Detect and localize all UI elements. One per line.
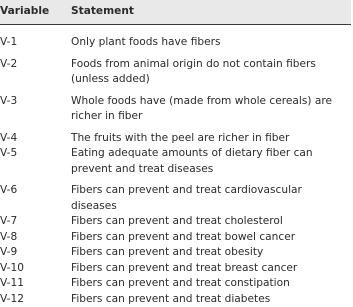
- cell-variable: V-7: [0, 214, 71, 230]
- cell-variable: V-1: [0, 25, 71, 51]
- table-row: [0, 292, 351, 307]
- cell-statement: Eating adequate amounts of dietary fiber can prevent and treat diseases: [71, 146, 351, 177]
- cell-statement: Foods from animal origin do not contain fibers (unless added): [71, 51, 351, 88]
- header-variable: Variable: [0, 0, 71, 24]
- table-row: [0, 245, 351, 261]
- cell-variable: V-9: [0, 245, 71, 261]
- cell-statement: Fibers can prevent and treat breast cancer: [71, 261, 351, 277]
- table-row: [0, 51, 351, 88]
- cell-statement: Fibers can prevent and treat bowel cancer: [71, 230, 351, 246]
- cell-variable: V-10: [0, 261, 71, 277]
- table-row: [0, 177, 351, 214]
- cell-statement: Fibers can prevent and treat cholesterol: [71, 214, 351, 230]
- cell-variable: V-6: [0, 177, 71, 214]
- cell-statement: Fibers can prevent and treat constipation: [71, 276, 351, 292]
- cell-variable: V-2: [0, 51, 71, 88]
- cell-statement: Fibers can prevent and treat diabetes: [71, 292, 351, 307]
- table-row: [0, 261, 351, 277]
- header-row: [0, 0, 351, 24]
- cell-variable: V-3: [0, 88, 71, 125]
- table-body: [0, 25, 351, 307]
- cell-variable: V-8: [0, 230, 71, 246]
- cell-variable: V-11: [0, 276, 71, 292]
- cell-statement: Fibers can prevent and treat cardiovascular diseases: [71, 177, 351, 214]
- table-row: [0, 276, 351, 292]
- table-row: [0, 25, 351, 51]
- table-row: [0, 146, 351, 177]
- table-header: [0, 0, 351, 25]
- header-statement: Statement: [71, 0, 351, 24]
- cell-variable: V-5: [0, 146, 71, 177]
- table-row: [0, 214, 351, 230]
- cell-statement: The fruits with the peel are richer in fiber: [71, 125, 351, 147]
- cell-statement: Whole foods have (made from whole cereals) are richer in fiber: [71, 88, 351, 125]
- cell-statement: Fibers can prevent and treat obesity: [71, 245, 351, 261]
- table-row: [0, 88, 351, 125]
- cell-variable: V-12: [0, 292, 71, 307]
- table-row: [0, 230, 351, 246]
- cell-statement: Only plant foods have fibers: [71, 25, 351, 51]
- table-row: [0, 125, 351, 147]
- cell-variable: V-4: [0, 125, 71, 147]
